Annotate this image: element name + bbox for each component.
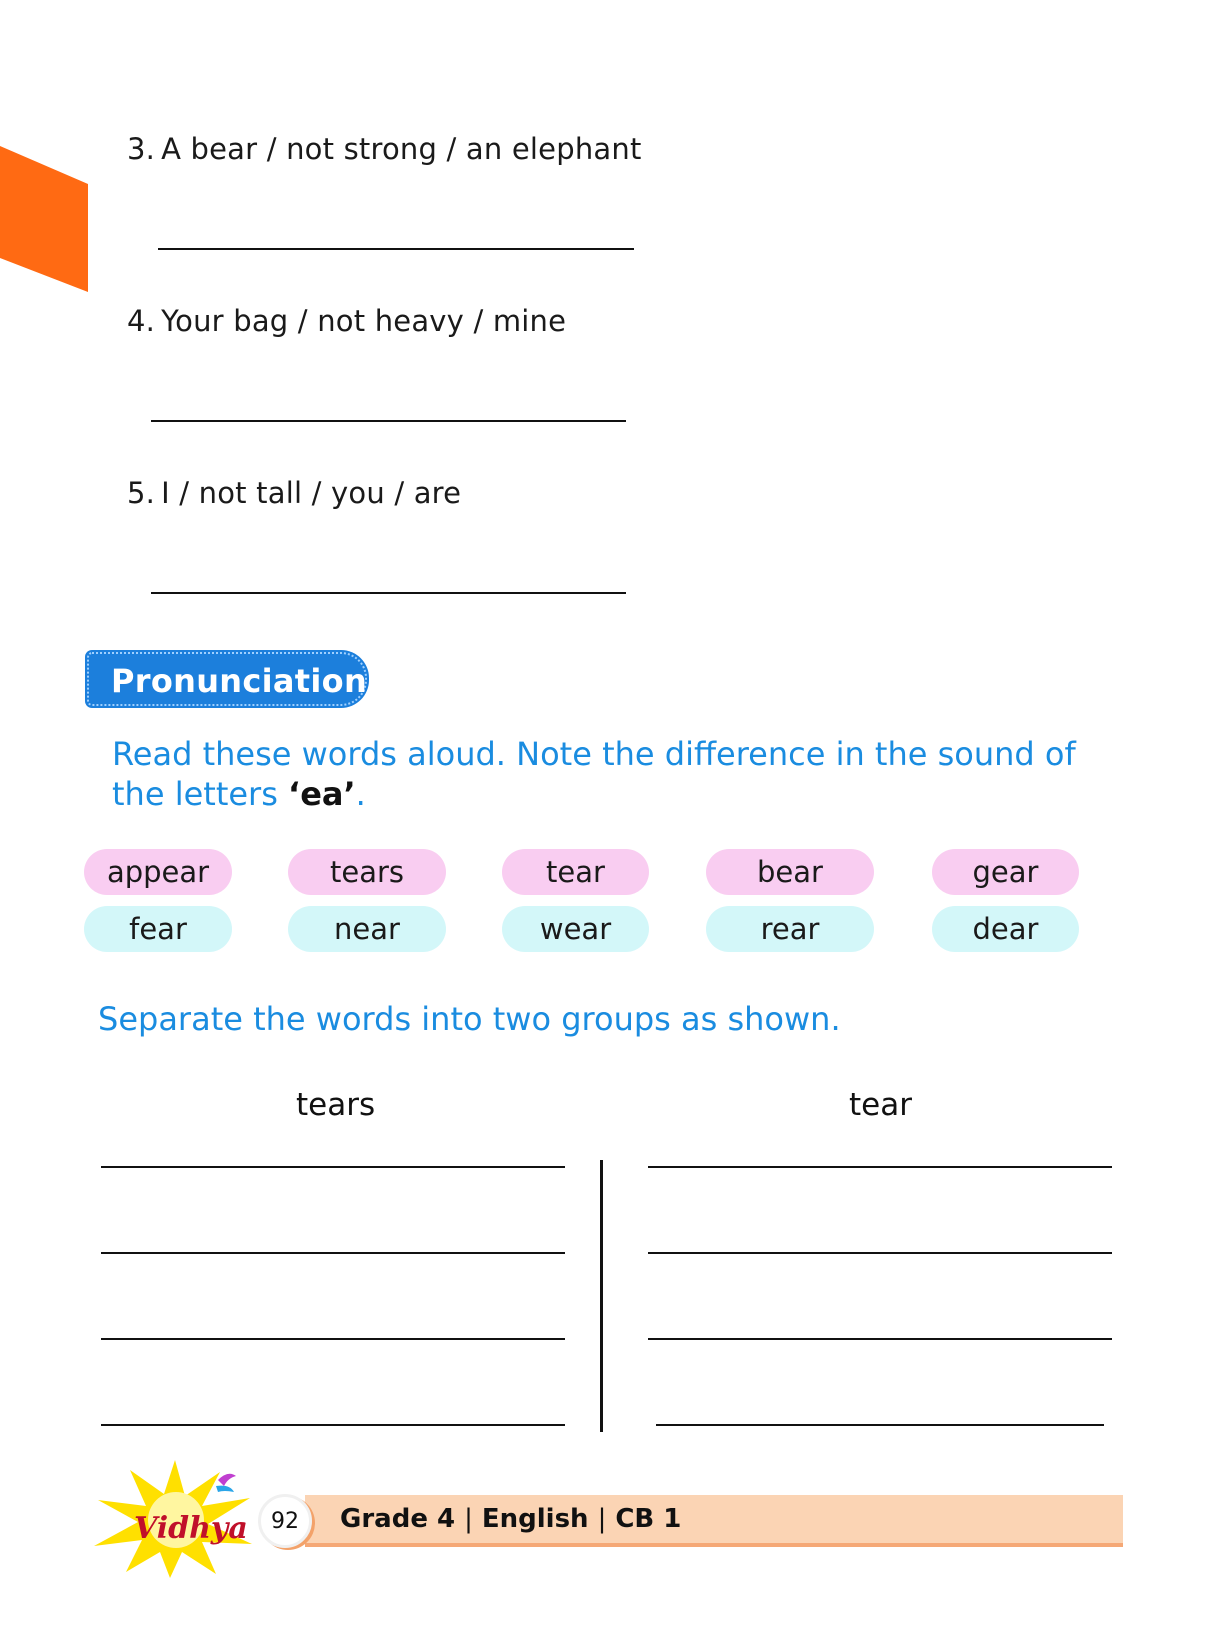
group-left-line-4[interactable]: [101, 1424, 565, 1426]
exercise-number: 4.: [127, 304, 156, 338]
exercise-number: 3.: [127, 132, 156, 166]
word-label: wear: [539, 912, 612, 946]
footer-grade: Grade 4: [340, 1504, 456, 1534]
word-label: tears: [329, 855, 404, 889]
word-chip: [84, 849, 232, 895]
word-label: near: [334, 912, 400, 946]
footer-separator: |: [464, 1504, 473, 1534]
word-chip: [706, 849, 874, 895]
word-chip: [502, 849, 649, 895]
section-heading-pronunciation: [87, 652, 367, 706]
group-right-line-2[interactable]: [648, 1252, 1112, 1254]
group-right-line-3[interactable]: [648, 1338, 1112, 1340]
exercise-4: [127, 304, 566, 338]
vidhya-logo: [90, 1458, 260, 1578]
section-title: Pronunciation: [111, 662, 368, 700]
word-chip: [288, 849, 446, 895]
word-chip: [932, 906, 1079, 952]
answer-line-3[interactable]: [158, 248, 634, 250]
logo-text: Vidhya: [134, 1511, 248, 1546]
exercise-prompt: Your bag / not heavy / mine: [161, 304, 567, 338]
exercise-number: 5.: [127, 476, 156, 510]
exercise-5: [127, 476, 461, 510]
footer-title: [340, 1504, 681, 1534]
page-number: 92: [258, 1494, 312, 1548]
exercise-3: [127, 132, 642, 166]
word-chip: [288, 906, 446, 952]
instruction-highlight: ‘ea’: [288, 775, 356, 813]
footer-subject: English: [481, 1504, 589, 1534]
word-label: tear: [546, 855, 605, 889]
word-chip: [932, 849, 1079, 895]
word-chip: [84, 906, 232, 952]
instruction-end: .: [355, 775, 366, 813]
word-label: appear: [106, 855, 210, 889]
group-right-line-4[interactable]: [656, 1424, 1104, 1426]
group-right-line-1[interactable]: [648, 1166, 1112, 1168]
word-chip: [706, 906, 874, 952]
instruction-text: Read these words aloud. Note the difference in the sound of the letters: [112, 735, 1076, 813]
word-label: dear: [972, 912, 1039, 946]
exercise-prompt: I / not tall / you / are: [161, 476, 462, 510]
word-label: bear: [757, 855, 823, 889]
group-heading-right: tear: [849, 1087, 912, 1123]
word-label: fear: [129, 912, 187, 946]
instruction-separate: Separate the words into two groups as shown.: [98, 1000, 841, 1038]
word-label: rear: [760, 912, 820, 946]
footer-book: CB 1: [615, 1504, 682, 1534]
exercise-prompt: A bear / not strong / an elephant: [161, 132, 642, 166]
group-left-line-2[interactable]: [101, 1252, 565, 1254]
answer-line-4[interactable]: [151, 420, 626, 422]
group-left-line-1[interactable]: [101, 1166, 565, 1168]
column-divider: [600, 1160, 603, 1432]
footer-separator: |: [597, 1504, 607, 1534]
word-chip: [502, 906, 649, 952]
answer-line-5[interactable]: [151, 592, 626, 594]
group-left-line-3[interactable]: [101, 1338, 565, 1340]
instruction-read-aloud: [112, 734, 1112, 814]
group-heading-left: tears: [296, 1087, 376, 1123]
word-label: gear: [972, 855, 1039, 889]
corner-tab-decoration: [0, 146, 88, 292]
